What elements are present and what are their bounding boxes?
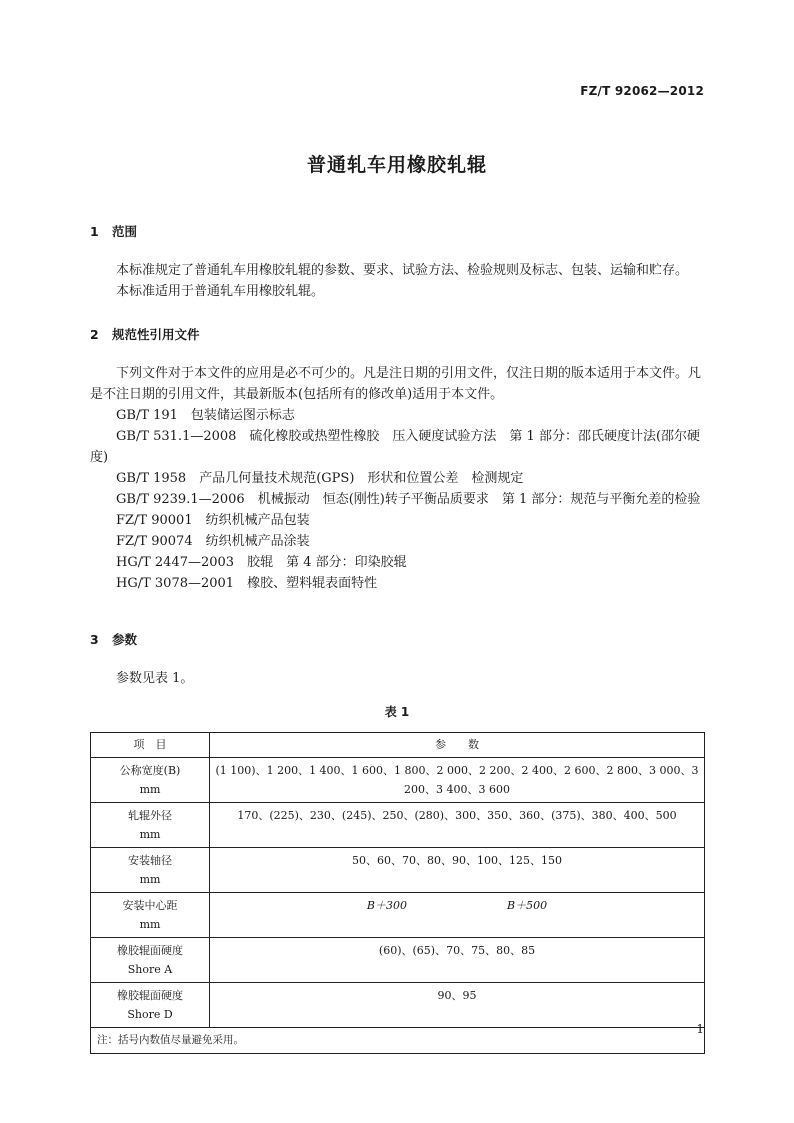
parameters-text [90, 668, 706, 689]
table-row [91, 983, 705, 1028]
table-caption: 表 1 [384, 705, 410, 719]
page-title: 普通轧车用橡胶轧辊 [306, 154, 487, 176]
mount-distance-values [212, 896, 702, 915]
paragraph: 本标准适用于普通轧车用橡胶轧辊。 [116, 284, 325, 299]
item-name: 安装中心距 [122, 899, 178, 912]
reference-item: GB/T 1958 产品几何量技术规范(GPS) 形状和位置公差 检测规定 [116, 471, 524, 486]
row-label [91, 938, 210, 983]
table-note-row [91, 1028, 705, 1054]
paragraph: 参数见表 1。 [116, 671, 194, 686]
section-number: 3 [90, 632, 99, 647]
item-unit: mm [139, 783, 161, 796]
table-row [91, 938, 705, 983]
section-heading-references [90, 325, 200, 343]
row-label [91, 758, 210, 803]
item-name: 轧辊外径 [128, 809, 172, 822]
table-row [91, 893, 705, 938]
reference-item: GB/T 531.1—2008 硫化橡胶或热塑性橡胶 压入硬度试验方法 第 1 部分：邵氏硬度计法(邵尔硬度) [90, 429, 701, 465]
item-name: 橡胶辊面硬度 [117, 944, 183, 957]
reference-item: FZ/T 90001 纺织机械产品包装 [116, 513, 310, 528]
table-note: 注：括号内数值尽量避免采用。 [91, 1028, 705, 1054]
section-number: 2 [90, 327, 99, 342]
row-value: 170、(225)、230、(245)、250、(280)、300、350、360、(375)、380、400、500 [210, 803, 705, 848]
paragraph: 本标准规定了普通轧车用橡胶轧辊的参数、要求、试验方法、检验规则及标志、包装、运输和贮存。 [116, 263, 689, 278]
paragraph: 下列文件对于本文件的应用是必不可少的。凡是注日期的引用文件，仅注日期的版本适用于本文件。凡是不注日期的引用文件，其最新版本(包括所有的修改单)适用于本文件。 [90, 366, 702, 402]
reference-item: GB/T 191 包装储运图示标志 [116, 408, 295, 423]
row-value: (1 100)、1 200、1 400、1 600、1 800、2 000、2 200、2 400、2 600、2 800、3 000、3 200、3 400、3 600 [210, 758, 705, 803]
item-name: 橡胶辊面硬度 [117, 989, 183, 1002]
section-heading-parameters [90, 630, 137, 648]
reference-item: HG/T 3078—2001 橡胶、塑料辊表面特性 [116, 576, 378, 591]
section-title: 规范性引用文件 [112, 327, 200, 342]
section-title: 范围 [112, 224, 138, 239]
item-name: 公称宽度(B) [119, 764, 181, 777]
section-number: 1 [90, 224, 99, 239]
table-row [91, 803, 705, 848]
table-header-row [91, 733, 705, 758]
table-row [91, 758, 705, 803]
page-number: 1 [696, 1022, 704, 1036]
references-list [90, 363, 706, 594]
reference-item: FZ/T 90074 纺织机械产品涂装 [116, 534, 310, 549]
section-heading-scope [90, 222, 137, 240]
item-unit: Shore D [127, 1008, 173, 1021]
column-header-item: 项 目 [91, 733, 210, 758]
parameters-table [90, 732, 705, 1054]
row-value: 50、60、70、80、90、100、125、150 [210, 848, 705, 893]
section-title: 参数 [112, 632, 138, 647]
item-unit: Shore A [127, 963, 173, 976]
item-name: 安装轴径 [128, 854, 172, 867]
row-label [91, 848, 210, 893]
row-label [91, 803, 210, 848]
reference-item: HG/T 2447—2003 胶辊 第 4 部分：印染胶辊 [116, 555, 407, 570]
row-value: 90、95 [210, 983, 705, 1028]
row-label [91, 983, 210, 1028]
item-unit: mm [139, 873, 161, 886]
row-label [91, 893, 210, 938]
column-header-value: 参 数 [210, 733, 705, 758]
row-value: (60)、(65)、70、75、80、85 [210, 938, 705, 983]
item-unit: mm [139, 828, 161, 841]
value-a: B＋300 [366, 899, 407, 912]
scope-text [90, 260, 706, 302]
value-b: B＋500 [507, 899, 548, 912]
reference-item: GB/T 9239.1—2006 机械振动 恒态(刚性)转子平衡品质要求 第 1 部分：规范与平衡允差的检验 [116, 492, 701, 507]
standard-number: FZ/T 92062—2012 [580, 84, 704, 98]
item-unit: mm [139, 918, 161, 931]
row-value [210, 893, 705, 938]
table-row [91, 848, 705, 893]
